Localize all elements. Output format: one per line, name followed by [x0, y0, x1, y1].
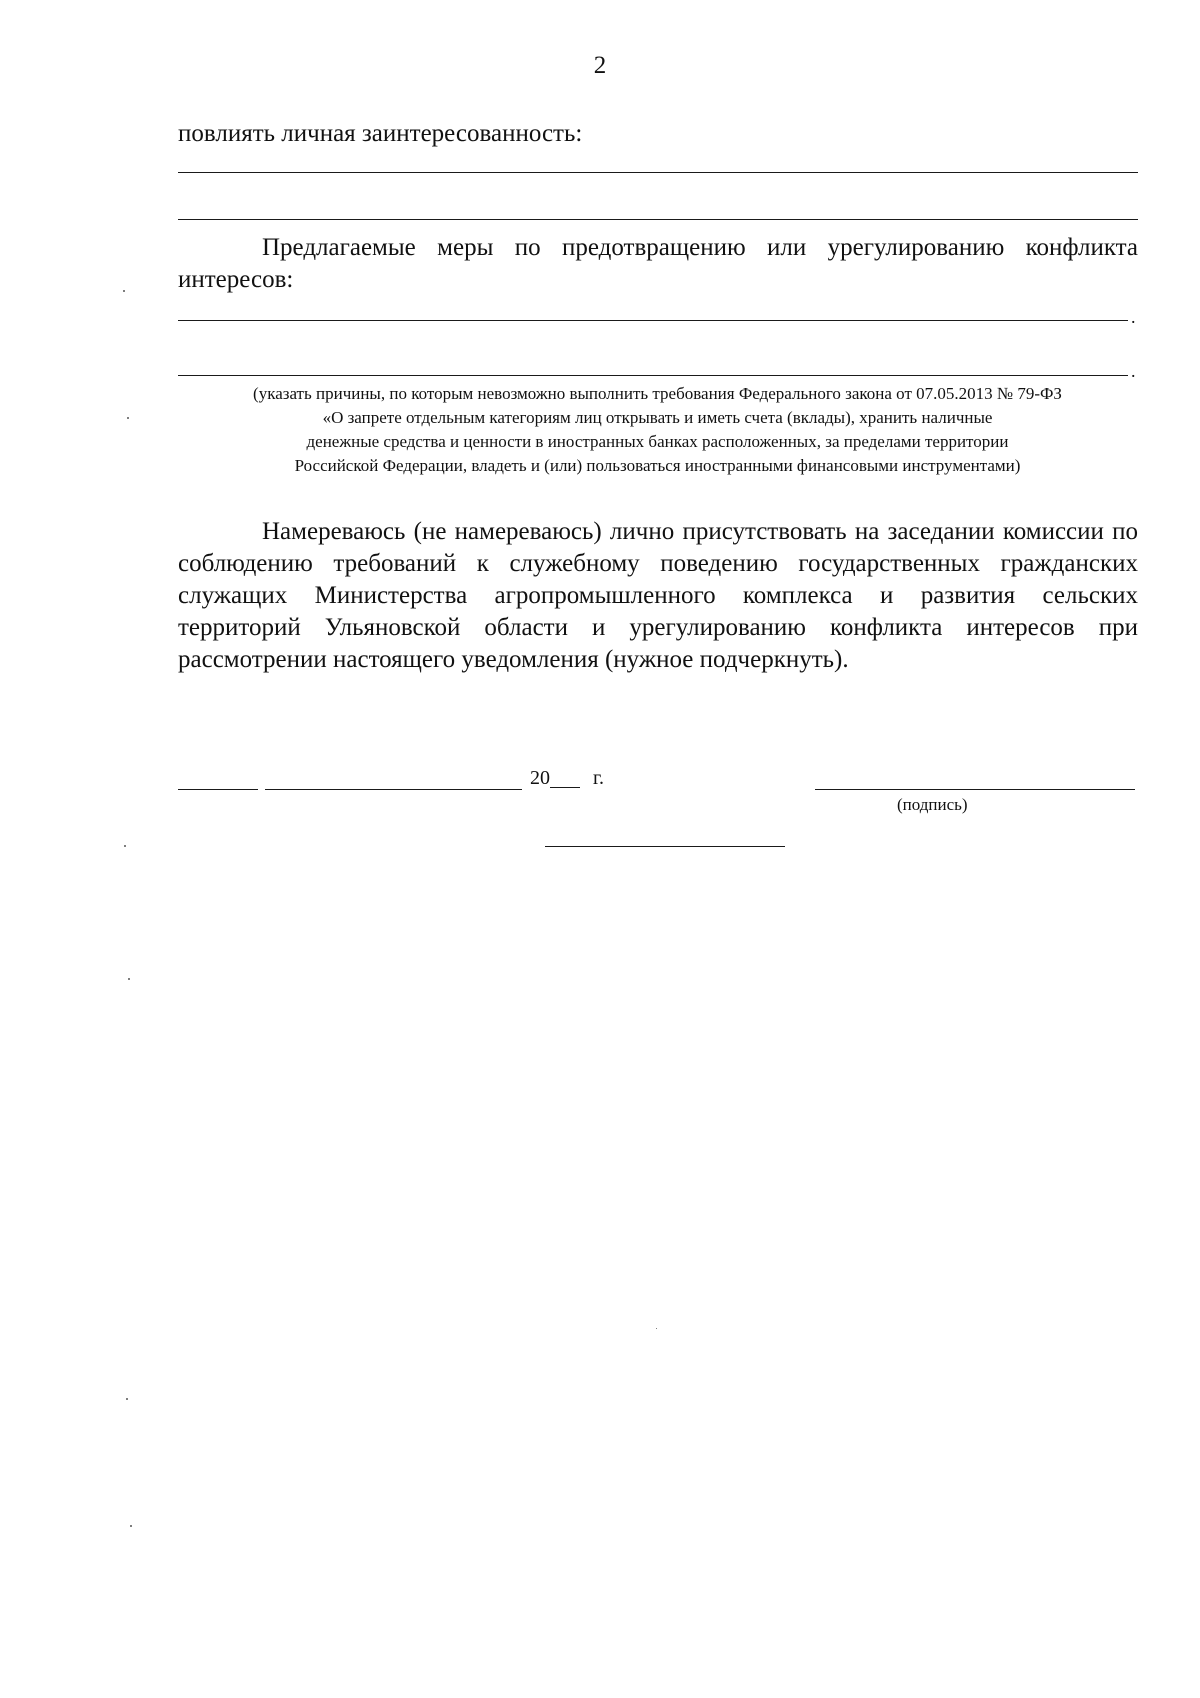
scan-speck: [124, 845, 126, 847]
note-line-4: Российской Федерации, владеть и (или) пользоваться иностранными финансовыми инструментами): [294, 456, 1021, 475]
date-day-line: [178, 789, 258, 790]
proposed-measures-heading: Предлагаемые меры по предотвращению или урегулированию конфликта интересов:: [178, 234, 1138, 293]
explanatory-note: [160, 382, 1155, 478]
measures-fill-line-2: [178, 375, 1128, 376]
scan-speck: [656, 1328, 657, 1329]
measures-line-2-end: .: [1131, 361, 1136, 381]
attendance-intent-paragraph: Намереваюсь (не намереваюсь) лично присутствовать на заседании комиссии по соблюдению требований к служебному поведению государственных гражданских служащих Министерства агропромышленного комплекса и развития сельских территорий Ульяновской области и урегулированию конфликта интересов при рассмотрении настоящего уведомления (нужное подчеркнуть).: [178, 518, 1138, 673]
scan-speck: [130, 1525, 132, 1527]
note-line-3: денежные средства и ценности в иностранных банках расположенных, за пределами территории: [306, 432, 1009, 451]
scan-speck: [127, 417, 129, 419]
name-decoding-line: [545, 846, 785, 847]
measures-fill-line-1: [178, 320, 1128, 321]
date-month-line: [265, 789, 522, 790]
year-digits-line: [550, 767, 580, 788]
scan-speck: [123, 290, 125, 292]
signature-line: [815, 789, 1135, 790]
scan-speck: [126, 1398, 128, 1400]
year-prefix: 20: [530, 767, 550, 789]
scan-speck: [128, 978, 130, 980]
signature-caption: (подпись): [897, 795, 968, 814]
personal-interest-label: повлиять личная заинтересованность:: [178, 120, 583, 147]
interest-fill-line-2: [178, 219, 1138, 220]
date-year: [530, 767, 604, 790]
note-line-1: (указать причины, по которым невозможно выполнить требования Федерального закона от 07.05.2013 № 79-ФЗ: [253, 384, 1062, 403]
note-line-2: «О запрете отдельным категориям лиц открывать и иметь счета (вклады), хранить наличные: [322, 408, 993, 427]
year-suffix: г.: [593, 767, 604, 789]
interest-fill-line-1: [178, 172, 1138, 173]
measures-line-1-end: .: [1131, 307, 1136, 327]
page-number: 2: [593, 52, 607, 79]
